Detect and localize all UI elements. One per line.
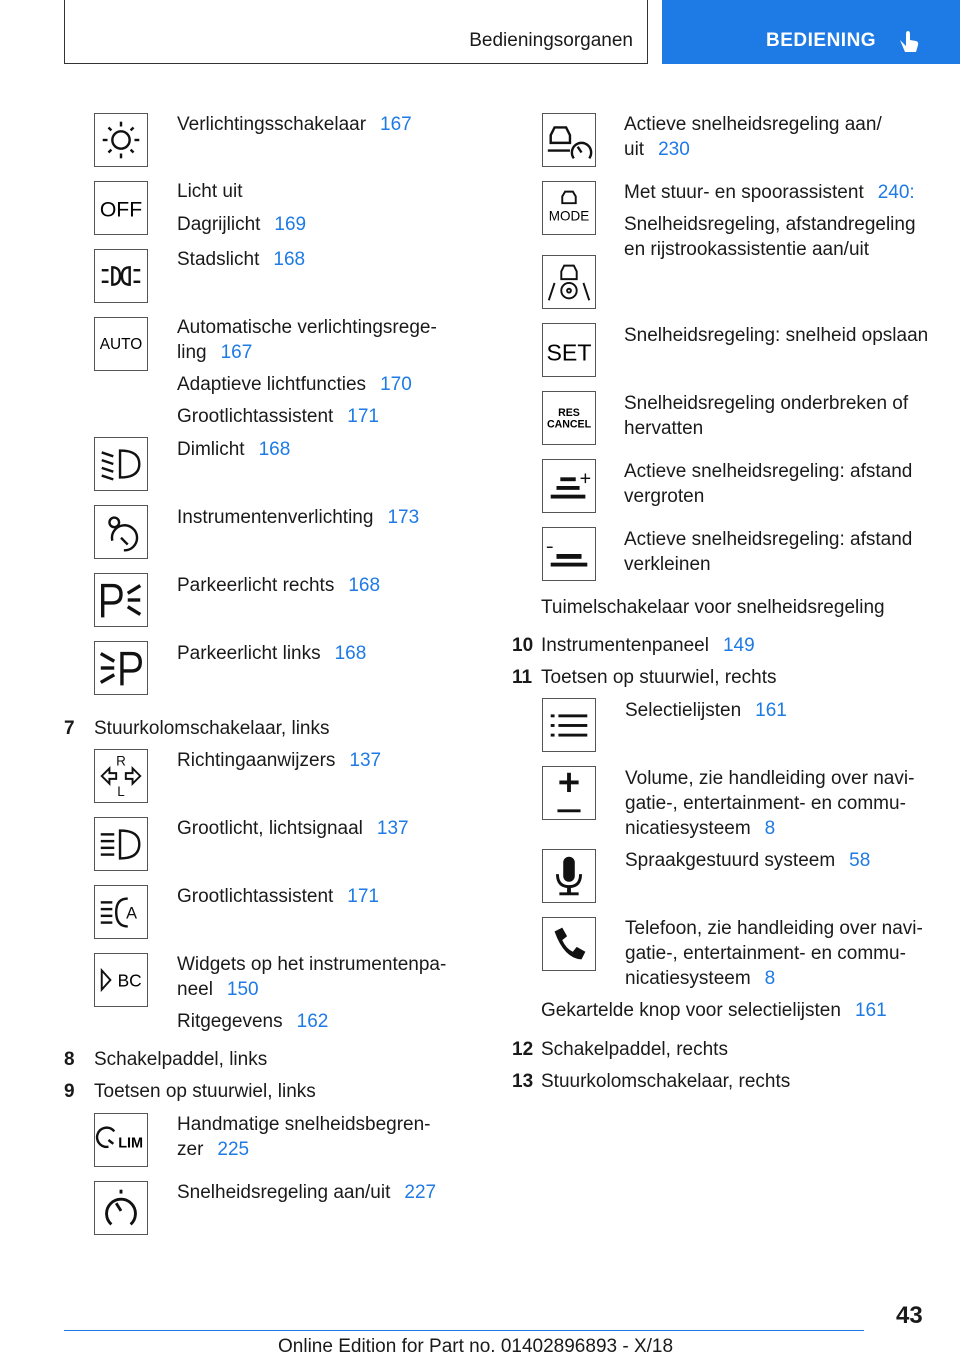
svg-text:OFF: OFF bbox=[99, 198, 143, 222]
text-rocker-switch: Tuimelschakelaar voor snelheidsregeling bbox=[541, 597, 885, 618]
footer-divider bbox=[64, 1330, 864, 1331]
page-ref[interactable]: 161 bbox=[755, 700, 787, 721]
page-ref[interactable]: 8 bbox=[764, 968, 776, 989]
text-trip-data: Ritgegevens 162 bbox=[177, 1011, 329, 1032]
svg-text:MODE: MODE bbox=[548, 208, 590, 224]
svg-text:AUTO: AUTO bbox=[99, 335, 143, 353]
text-speed-limiter-1: Handmatige snelheidsbegren- bbox=[177, 1114, 431, 1135]
text-interrupt-resume-1: Snelheidsregeling onderbreken of bbox=[624, 393, 909, 414]
page-ref[interactable]: 240: bbox=[877, 182, 915, 203]
text-active-cruise-1: Actieve snelheidsregeling aan/ bbox=[624, 114, 882, 135]
list-icon bbox=[542, 698, 596, 752]
text-parking-right: Parkeerlicht rechts 168 bbox=[177, 575, 381, 596]
page-ref[interactable]: 170 bbox=[380, 374, 412, 395]
page-ref[interactable]: 162 bbox=[296, 1011, 329, 1032]
parking-light-icon bbox=[94, 249, 148, 303]
parking-light-right-icon bbox=[94, 573, 148, 627]
res-cancel-icon bbox=[542, 391, 596, 445]
footer-edition: Online Edition for Part no. 01402896893 - X/18 bbox=[278, 1336, 674, 1357]
page-ref[interactable]: 161 bbox=[854, 1000, 887, 1021]
hand-pointer-icon bbox=[896, 28, 922, 54]
page-ref[interactable]: 58 bbox=[849, 850, 871, 871]
cruise-control-icon bbox=[94, 1181, 148, 1235]
text-auto-light-2: ling 167 bbox=[177, 342, 253, 363]
text-phone-1: Telefoon, zie handleiding over navi- bbox=[625, 918, 923, 939]
page-ref[interactable]: 169 bbox=[274, 214, 307, 235]
high-beam-icon bbox=[94, 817, 148, 871]
header-section-box bbox=[64, 0, 648, 64]
light-off-icon bbox=[94, 181, 148, 235]
text-volume-3: nicatiesysteem 8 bbox=[625, 818, 776, 839]
text-knurled-knob: Gekartelde knop voor selectielijsten 161 bbox=[541, 1000, 887, 1021]
text-adaptive-light: Adaptieve lichtfuncties 170 bbox=[177, 374, 412, 395]
text-high-beam: Grootlicht, lichtsignaal 137 bbox=[177, 818, 409, 839]
text-store-speed: Snelheidsregeling: snelheid opslaan bbox=[624, 325, 929, 346]
distance-decrease-icon bbox=[542, 527, 596, 581]
parking-light-left-icon bbox=[94, 641, 148, 695]
steering-assist-icon bbox=[542, 255, 596, 309]
page-ref[interactable]: 167 bbox=[220, 342, 253, 363]
item-number-8: 8 bbox=[64, 1049, 75, 1070]
text-parking-left: Parkeerlicht links 168 bbox=[177, 643, 367, 664]
bc-widget-icon bbox=[94, 953, 148, 1007]
page-ref[interactable]: 150 bbox=[226, 979, 259, 1000]
page-ref[interactable]: 173 bbox=[387, 507, 420, 528]
text-distance-down-1: Actieve snelheidsregeling: afstand bbox=[624, 529, 913, 550]
svg-text:CANCEL: CANCEL bbox=[546, 418, 592, 431]
text-steering-assistant: Met stuur- en spoorassistent 240: bbox=[624, 182, 915, 203]
text-shift-paddle-right: Schakelpaddel, rechts bbox=[541, 1039, 728, 1060]
text-phone-3: nicatiesysteem 8 bbox=[625, 968, 776, 989]
text-high-beam-assistant: Grootlichtassistent 171 bbox=[177, 406, 379, 427]
page-ref[interactable]: 230 bbox=[658, 139, 690, 160]
page-ref[interactable]: 168 bbox=[273, 249, 306, 270]
text-cruise-control: Snelheidsregeling aan/uit 227 bbox=[177, 1182, 437, 1203]
turn-signal-icon bbox=[94, 749, 148, 803]
page-ref[interactable]: 168 bbox=[348, 575, 381, 596]
svg-text:A: A bbox=[126, 904, 138, 923]
svg-text:LIM: LIM bbox=[118, 1135, 144, 1152]
text-light-off: Licht uit bbox=[177, 181, 243, 202]
text-active-cruise-2: uit 230 bbox=[624, 139, 690, 160]
text-wheel-buttons-right: Toetsen op stuurwiel, rechts bbox=[541, 667, 777, 688]
text-daytime-light: Dagrijlicht 169 bbox=[177, 214, 307, 235]
text-parking-light: Stadslicht 168 bbox=[177, 249, 306, 270]
mode-icon bbox=[542, 181, 596, 235]
item-number-9: 9 bbox=[64, 1081, 75, 1102]
text-turn-signals: Richtingaanwijzers 137 bbox=[177, 750, 382, 771]
page-ref[interactable]: 167 bbox=[380, 114, 412, 135]
page-ref[interactable]: 149 bbox=[722, 635, 755, 656]
set-icon bbox=[542, 323, 596, 377]
instrument-lighting-icon bbox=[94, 505, 148, 559]
svg-text:BC: BC bbox=[117, 970, 142, 991]
speed-limiter-icon bbox=[94, 1113, 148, 1167]
text-interrupt-resume-2: hervatten bbox=[624, 418, 704, 439]
svg-text:L: L bbox=[117, 784, 125, 800]
text-steering-column-left: Stuurkolomschakelaar, links bbox=[94, 718, 330, 739]
page-ref[interactable]: 168 bbox=[258, 439, 291, 460]
header-chapter-title: BEDIENING bbox=[766, 30, 877, 51]
item-number-7: 7 bbox=[64, 718, 75, 739]
text-phone-2: gatie-, entertainment- en commu- bbox=[625, 943, 906, 964]
text-speed-distance-1: Snelheidsregeling, afstandregeling bbox=[624, 214, 916, 235]
page-number: 43 bbox=[896, 1302, 923, 1329]
text-distance-up-2: vergroten bbox=[624, 486, 705, 507]
header-chapter-tab[interactable] bbox=[662, 0, 960, 64]
text-low-beam: Dimlicht 168 bbox=[177, 439, 291, 460]
text-steering-column-right: Stuurkolomschakelaar, rechts bbox=[541, 1071, 791, 1092]
text-wheel-buttons-left: Toetsen op stuurwiel, links bbox=[94, 1081, 316, 1102]
text-distance-up-1: Actieve snelheidsregeling: afstand bbox=[624, 461, 913, 482]
text-speed-distance-2: en rijstrookassistentie aan/uit bbox=[624, 239, 870, 260]
text-volume-1: Volume, zie handleiding over navi- bbox=[625, 768, 915, 789]
text-speed-limiter-2: zer 225 bbox=[177, 1139, 250, 1160]
text-auto-light-1: Automatische verlichtingsrege- bbox=[177, 317, 437, 338]
microphone-icon bbox=[542, 849, 596, 903]
page-ref[interactable]: 225 bbox=[217, 1139, 250, 1160]
text-widgets-2: neel 150 bbox=[177, 979, 259, 1000]
page-ref[interactable]: 227 bbox=[404, 1182, 437, 1203]
svg-text:R: R bbox=[116, 753, 126, 769]
text-instrument-lighting: Instrumentenverlichting 173 bbox=[177, 507, 420, 528]
item-number-11: 11 bbox=[512, 667, 533, 688]
page-ref[interactable]: 8 bbox=[764, 818, 776, 839]
svg-text:RES: RES bbox=[558, 407, 580, 420]
text-distance-down-2: verkleinen bbox=[624, 554, 711, 575]
page-ref[interactable]: 168 bbox=[334, 643, 367, 664]
header-section-title: Bedieningsorganen bbox=[469, 30, 633, 51]
item-number-13: 13 bbox=[512, 1071, 534, 1092]
active-cruise-icon bbox=[542, 113, 596, 167]
item-number-12: 12 bbox=[512, 1039, 534, 1060]
page-ref[interactable]: 137 bbox=[349, 750, 382, 771]
text-shift-paddle-left: Schakelpaddel, links bbox=[94, 1049, 268, 1070]
svg-text:SET: SET bbox=[546, 339, 592, 366]
text-instrument-panel: Instrumentenpaneel 149 bbox=[541, 635, 755, 656]
text-selection-lists: Selectielijsten 161 bbox=[625, 700, 787, 721]
light-switch-icon bbox=[94, 113, 148, 167]
text-high-beam-assistant-2: Grootlichtassistent 171 bbox=[177, 886, 379, 907]
distance-increase-icon bbox=[542, 459, 596, 513]
page-ref[interactable]: 171 bbox=[347, 406, 379, 427]
text-widgets-1: Widgets op het instrumentenpa- bbox=[177, 954, 447, 975]
auto-light-icon bbox=[94, 317, 148, 371]
page-ref[interactable]: 171 bbox=[347, 886, 379, 907]
low-beam-icon bbox=[94, 437, 148, 491]
high-beam-assistant-icon bbox=[94, 885, 148, 939]
volume-icon bbox=[542, 766, 596, 820]
text-volume-2: gatie-, entertainment- en commu- bbox=[625, 793, 906, 814]
item-number-10: 10 bbox=[512, 635, 534, 656]
phone-icon bbox=[542, 917, 596, 971]
page-ref[interactable]: 137 bbox=[376, 818, 409, 839]
text-light-switch: Verlichtingsschakelaar 167 bbox=[177, 114, 412, 135]
text-voice-control: Spraakgestuurd systeem 58 bbox=[625, 850, 871, 871]
